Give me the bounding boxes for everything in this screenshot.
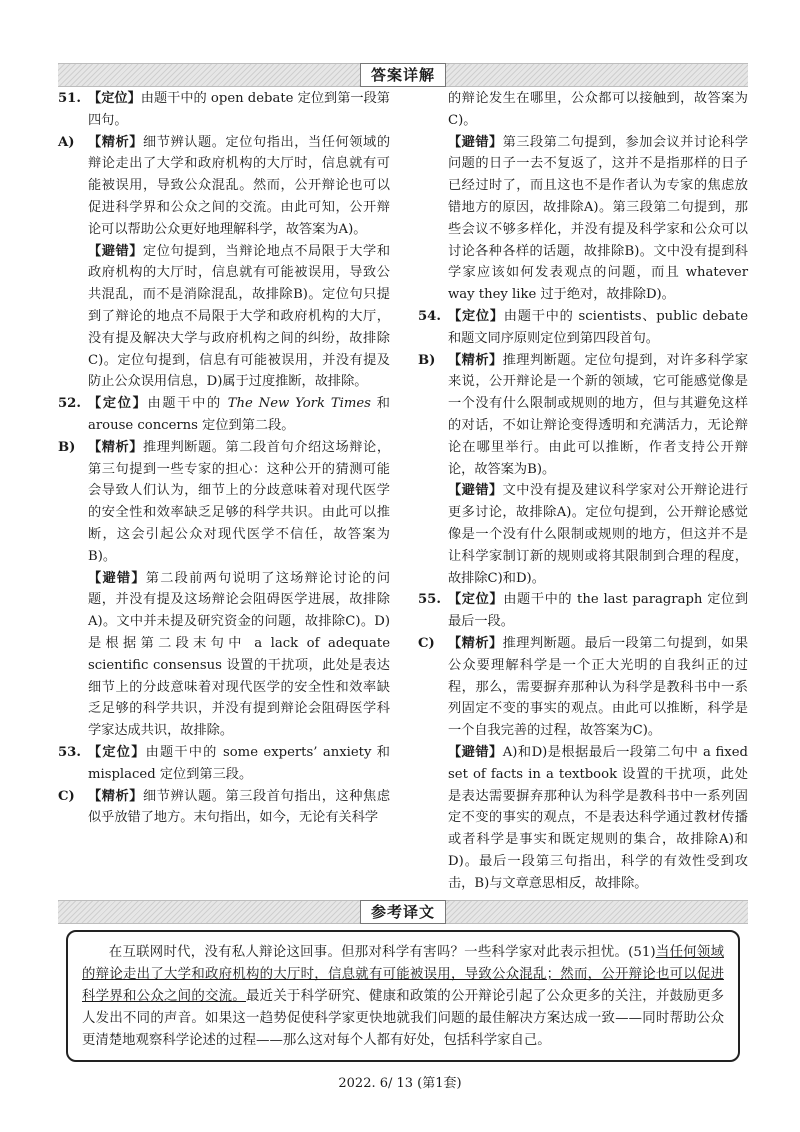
question-51 bbox=[58, 88, 390, 393]
q52-locate: 【定位】由题干中的 The New York Times 和 arouse concerns 定位到第二段。 bbox=[88, 396, 390, 433]
q54-avoid: 【避错】文中没有提及建议科学家对公开辩论进行更多讨论，故排除A)。定位句提到，公开辩论感觉像是一个没有什么限制或规则的地方，但这并不是让科学家制订新的规则或将其限制到合理的程度，故排除C)和D)。 bbox=[448, 483, 749, 586]
question-55-number: 55. bbox=[418, 592, 441, 608]
q53-answer: C) bbox=[58, 788, 75, 804]
q53-analysis-continued: 的辩论发生在哪里，公众都可以接触到，故答案为C)。 bbox=[448, 91, 748, 128]
q54-analysis: B) 【精析】推理判断题。定位句提到，对许多科学家来说，公开辩论是一个新的领域，它可能感觉像是一个没有什么限制或规则的地方，但与其避免这样的对话，不如让辩论变得透明和充满活力，无论辩论在哪里举行。由此可以推断，作者支持公开辩论，故答案为B)。 bbox=[448, 350, 748, 481]
q53-locate: 【定位】由题干中的 some experts’ anxiety 和 misplaced 定位到第三段。 bbox=[88, 744, 390, 782]
question-53 bbox=[58, 742, 390, 829]
q54-locate: 【定位】由题干中的 scientists、public debate 和题文同序原则定位到第四段首句。 bbox=[448, 308, 749, 346]
answers-right-column bbox=[418, 88, 748, 894]
question-52-number: 52. bbox=[58, 396, 81, 412]
translation-underlined-sentence: 当任何领域的辩论走出了大学和政府机构的大厅时，信息就有可能被误用，导致公众混乱；然而，公开辩论也可以促进科学界和公众之间的交流。 bbox=[82, 945, 724, 1004]
q55-answer: C) bbox=[418, 635, 435, 651]
q55-avoid: 【避错】A)和D)是根据最后一段第二句中 a fixed set of facts in a textbook 设置的干扰项，此处是表达需要摒弃那种认为科学是教科书中一系列固定不变的事实的观点，不是表达科学通过教材传播或者科学是事实和既定规则的集合，故排除A)和D)。最后一段第三句指出，科学的有效性受到攻击，B)与文章意思相反，故排除。 bbox=[448, 744, 748, 891]
question-52 bbox=[58, 393, 390, 742]
translation-header-title: 参考译文 bbox=[360, 900, 446, 924]
question-54-number: 54. bbox=[418, 308, 441, 324]
answers-left-column bbox=[58, 88, 390, 829]
answers-header-title: 答案详解 bbox=[360, 63, 446, 87]
q51-avoid: 【避错】定位句提到，当辩论地点不局限于大学和政府机构的大厅时，信息就有可能被误用，导致公共混乱，而不是消除混乱，故排除B)。定位句只提到了辩论的地点不局限于大学和政府机构的大厅，没有提及解决大学与政府机构之间的纠纷，故排除C)。定位句提到，信息有可能被误用，并没有提及防止公众误用信息，D)属于过度推断，故排除。 bbox=[88, 243, 391, 390]
question-54 bbox=[418, 306, 748, 589]
newspaper-name: The New York Times bbox=[227, 396, 371, 412]
question-51-number: 51. bbox=[58, 91, 81, 106]
q54-answer: B) bbox=[418, 352, 436, 368]
q51-analysis: A) 【精析】细节辨认题。定位句指出，当任何领域的辩论走出了大学和政府机构的大厅时，信息就有可能被误用，导致公众混乱。然而，公开辩论也可以促进科学界和公众之间的交流。由此可知，公开辩论可以帮助公众更好地理解科学，故答案为A)。 bbox=[88, 132, 390, 241]
q53-avoid: 【避错】第三段第二句提到，参加会议并讨论科学问题的日子一去不复返了，这并不是指那样的日子已经过时了，而且这也不是作者认为专家的焦虑放错地方的原因，故排除A)。第三段第二句提到，那些会议不够多样化，并没有提及科学家和公众可以讨论各种各样的话题，故排除B)。文中没有提到科学家应该如何发表观点的问题，而且 whatever way they like 过于绝对，故排除D)。 bbox=[448, 134, 749, 303]
question-53-number: 53. bbox=[58, 744, 81, 760]
q52-answer: B) bbox=[58, 439, 76, 455]
q51-answer: A) bbox=[58, 134, 75, 150]
translation-header-band bbox=[58, 900, 748, 924]
q55-analysis: C) 【精析】推理判断题。最后一段第二句提到，如果公众要理解科学是一个正大光明的自我纠正的过程，那么，需要摒弃那种认为科学是教科书中一系列固定不变的事实的观点。由此可以推断，科学是一个自我完善的过程，故答案为C)。 bbox=[448, 633, 748, 742]
q51-locate: 【定位】由题干中的 open debate 定位到第一段第四句。 bbox=[88, 91, 390, 128]
q52-avoid: 【避错】第二段前两句说明了这场辩论讨论的问题，并没有提及这场辩论会阻碍医学进展，故排除A)。文中并未提及研究资金的问题，故排除C)。D)是根据第二段末句中 a lack of adequate scientific consensus 设置的干扰项，此处是表达细节上的分歧意味着对现代医学的安全性和效率缺乏足够的科学共识，并没有提到辩论会阻碍医学科学家达成共识，故排除。 bbox=[88, 570, 391, 739]
answers-header-band bbox=[58, 63, 748, 87]
translation-paragraph: 在互联网时代，没有私人辩论这回事。但那对科学有害吗？一些科学家对此表示担忧。(51)当任何领域的辩论走出了大学和政府机构的大厅时，信息就有可能被误用，导致公众混乱；然而，公开辩论也可以促进科学界和公众之间的交流。最近关于科学研究、健康和政策的公开辩论引起了公众更多的关注，并鼓励更多人发出不同的声音。如果这一趋势促使科学家更快地就我们问题的最佳解决方案达成一致——同时帮助公众更清楚地观察科学论述的过程——那么这对每个人都有好处，包括科学家自己。 bbox=[82, 945, 724, 1048]
q52-analysis: B) 【精析】推理判断题。第二段首句介绍这场辩论，第三句提到一些专家的担心：这种公开的猜测可能会导致人们认为，细节上的分歧意味着对现代医学的安全性和效率缺乏足够的科学共识。由此可以推断，这会引起公众对现代医学不信任，故答案为B)。 bbox=[88, 437, 390, 568]
q55-locate: 【定位】由题干中的 the last paragraph 定位到最后一段。 bbox=[448, 592, 749, 630]
q53-analysis: C) 【精析】细节辨认题。第三段首句指出，这种焦虑似乎放错了地方。末句指出，如今，无论有关科学 bbox=[88, 786, 390, 830]
question-55 bbox=[418, 589, 748, 894]
page-footer: 2022. 6/ 13 (第1套) bbox=[338, 1076, 462, 1091]
translation-box bbox=[66, 930, 740, 1062]
